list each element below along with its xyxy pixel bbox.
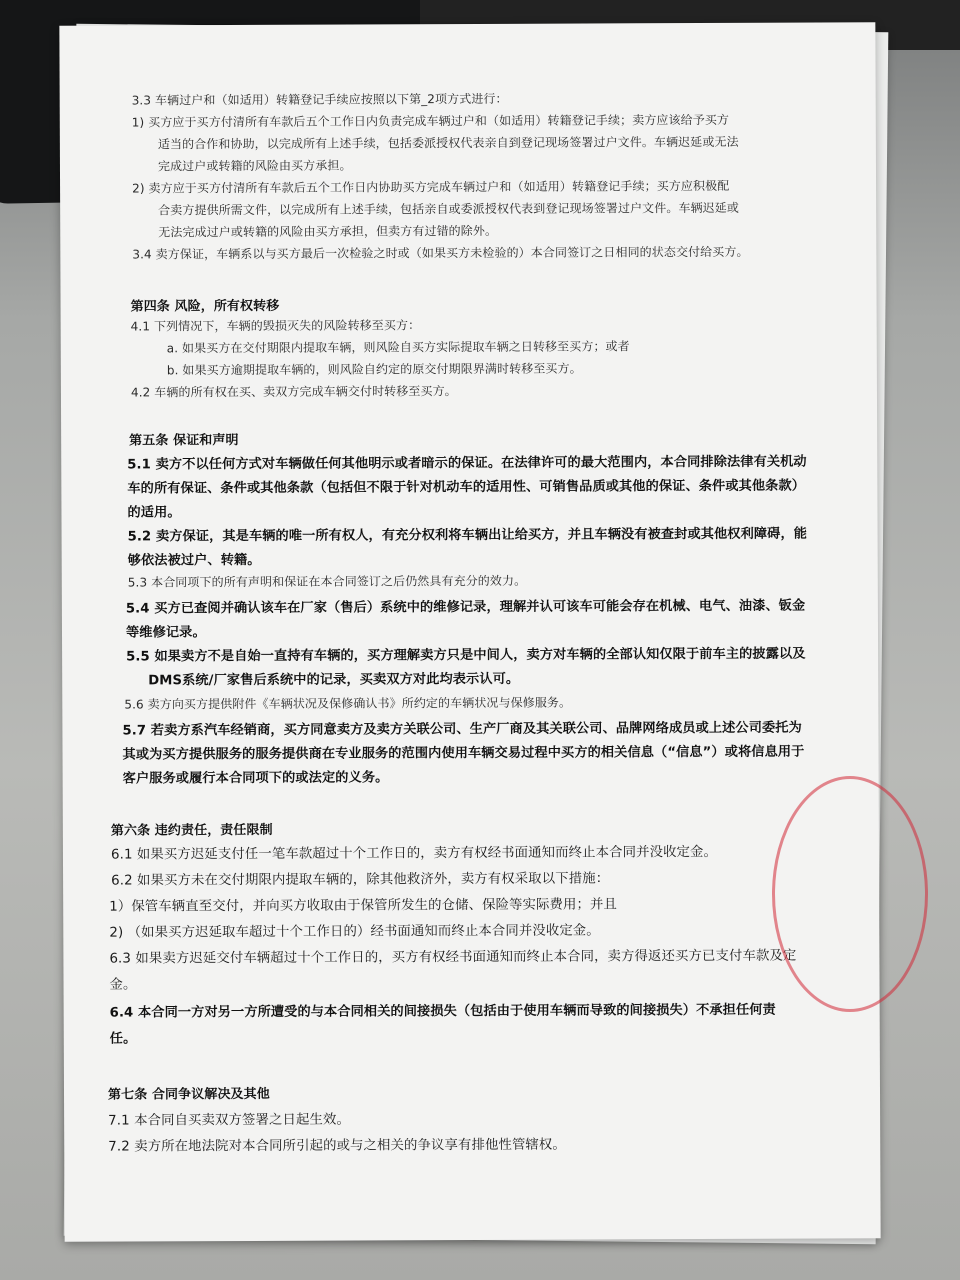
contract-line: 客户服务或履行本合同项下的或法定的义务。 xyxy=(122,770,389,787)
contract-line: 适当的合作和协助，以完成所有上述手续，包括委派授权代表亲自到登记现场签署过户文件。车辆迟延或无法 xyxy=(157,134,739,152)
contract-line: 2) 卖方应于买方付清所有车款后五个工作日内协助买方完成车辆过户和（如适用）转籍登记手续；买方应积极配 xyxy=(132,178,730,196)
contract-line: 够依法被过户、转籍。 xyxy=(127,552,261,569)
contract-line: 第四条 风险，所有权转移 xyxy=(130,298,280,315)
red-seal-stamp xyxy=(772,776,928,1012)
contract-line: 车的所有保证、条件或其他条款（包括但不限于针对机动车的适用性、可销售品质或其他的保证、条件或其他条款） xyxy=(127,478,806,497)
contract-line: 7.1 本合同自买卖双方签署之日起生效。 xyxy=(108,1112,350,1129)
contract-line: 6.1 如果买方迟延支付任一笔车款超过十个工作日的，卖方有权经书面通知而终止本合同并没收定金。 xyxy=(110,844,718,863)
contract-line: 5.4 买方已查阅并确认该车在厂家（售后）系统中的维修记录，理解并认可该车可能会存在机械、电气、油漆、钣金 xyxy=(125,598,806,617)
contract-line: 1) 买方应于买方付清所有车款后五个工作日内负责完成车辆过户和（如适用）转籍登记手续；卖方应该给予买方 xyxy=(131,112,730,130)
contract-line: 2) （如果买方迟延取车超过十个工作日的）经书面通知而终止本合同并没收定金。 xyxy=(109,923,600,941)
contract-line: 7.2 卖方所在地法院对本合同所引起的或与之相关的争议享有排他性管辖权。 xyxy=(108,1137,566,1155)
contract-line: 1）保管车辆直至交付，并向买方收取由于保管所发生的仓储、保险等实际费用；并且 xyxy=(109,897,618,915)
contract-line: 第七条 合同争议解决及其他 xyxy=(107,1086,270,1103)
contract-line: 合卖方提供所需文件，以完成所有上述手续，包括亲自或委派授权代表到登记现场签署过户文件。车辆迟延或 xyxy=(158,200,739,218)
contract-line: 5.5 如果卖方不是自始一直持有车辆的，买方理解卖方只是中间人，卖方对车辆的全部认知仅限于前车主的披露以及 xyxy=(126,646,806,665)
contract-line: 5.1 卖方不以任何方式对车辆做任何其他明示或者暗示的保证。在法律许可的最大范围内，本合同排除法律有关机动 xyxy=(127,454,807,473)
contract-line: 5.6 卖方向买方提供附件《车辆状况及保修确认书》所约定的车辆状况与保修服务。 xyxy=(124,695,572,712)
contract-line: 等维修记录。 xyxy=(125,625,206,641)
contract-line: 5.7 若卖方系汽车经销商，买方同意卖方及卖方关联公司、生产厂商及其关联公司、品牌网络成员或上述公司委托为 xyxy=(122,720,802,739)
contract-line: 完成过户或转籍的风险由买方承担。 xyxy=(157,158,352,174)
contract-line: b. 如果买方逾期提取车辆的，则风险自约定的原交付期限界满时转移至买方。 xyxy=(166,361,582,378)
contract-line: 第五条 保证和声明 xyxy=(129,433,239,449)
contract-line: 第六条 违约责任，责任限制 xyxy=(110,822,273,839)
contract-line: 6.4 本合同一方对另一方所遭受的与本合同相关的间接损失（包括由于使用车辆而导致的间接损失）不承担任何责 xyxy=(109,1002,776,1021)
contract-line: 无法完成过户或转籍的风险由买方承担，但卖方有过错的除外。 xyxy=(158,223,498,240)
contract-line: 6.3 如果卖方迟延交付车辆超过十个工作日的，买方有权经书面通知而终止本合同，卖方得返还买方已支付车款及定 xyxy=(109,948,797,967)
contract-line: 4.2 车辆的所有权在买、卖双方完成车辆交付时转移至买方。 xyxy=(130,384,457,400)
contract-line: 任。 xyxy=(109,1031,137,1047)
contract-line: 3.4 卖方保证，车辆系以与买方最后一次检验之时或（如果买方未检验的）本合同签订之日相同的状态交付给买方。 xyxy=(132,244,749,262)
contract-line: 4.1 下列情况下，车辆的毁损灭失的风险转移至买方： xyxy=(130,318,421,334)
contract-line: 6.2 如果买方未在交付期限内提取车辆的，除其他救济外，卖方有权采取以下措施： xyxy=(111,871,610,889)
contract-text xyxy=(59,22,880,1242)
contract-line: 3.3 车辆过户和（如适用）转籍登记手续应按照以下第_2项方式进行： xyxy=(131,91,508,108)
contract-line: 的适用。 xyxy=(127,505,181,521)
contract-line: 金。 xyxy=(109,977,137,993)
contract-line: DMS系统/厂家售后系统中的记录，买卖双方对此均表示认可。 xyxy=(148,671,520,689)
contract-line: a. 如果买方在交付期限内提取车辆，则风险自买方实际提取车辆之日转移至买方；或者 xyxy=(166,339,630,356)
contract-line: 其或为买方提供服务的服务提供商在专业服务的范围内使用车辆交易过程中买方的相关信息（“信息”）或将信息用于 xyxy=(122,744,805,763)
contract-line: 5.2 卖方保证，其是车辆的唯一所有权人，有充分权利将车辆出让给买方，并且车辆没有被查封或其他权利障碍，能 xyxy=(127,526,808,545)
contract-page xyxy=(59,22,880,1242)
contract-line: 5.3 本合同项下的所有声明和保证在本合同签订之后仍然具有充分的效力。 xyxy=(127,573,527,590)
